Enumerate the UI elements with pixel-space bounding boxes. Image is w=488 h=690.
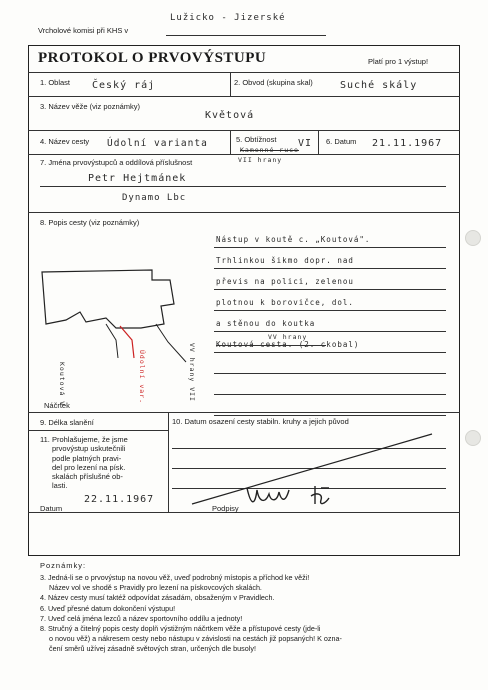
obtiznost-value: VI xyxy=(298,138,313,149)
popis-line: plotnou k borovičce, dol. xyxy=(216,298,354,307)
divider xyxy=(230,72,231,96)
writing-line xyxy=(214,331,446,332)
cesta-label: 4. Název cesty xyxy=(40,137,90,146)
writing-line xyxy=(214,373,446,374)
popis-line: převis na polici, zelenou xyxy=(216,277,354,286)
writing-line xyxy=(214,394,446,395)
popis-line: Trhlinkou šikmo dopr. nad xyxy=(216,256,354,265)
popis-line: Koutová cesta. (2. ckobal) xyxy=(216,340,360,349)
divider xyxy=(28,412,460,413)
sketch-label-middle: Údolní var. xyxy=(138,350,146,405)
delka-label: 9. Délka slanění xyxy=(40,418,94,427)
popis-label: 8. Popis cesty (viz poznámky) xyxy=(40,218,140,227)
notes-title: Poznámky: xyxy=(40,561,87,570)
nacrtek-label: Náčrtek xyxy=(44,401,70,410)
copy-note: Platí pro 1 výstup! xyxy=(368,57,429,66)
writing-line xyxy=(214,310,446,311)
divider xyxy=(318,130,319,154)
writing-line xyxy=(214,268,446,269)
prohlaseni: 11. Prohlašujeme, že jsme prvovýstup uskutečnili podle platných pravi- del pro lezení na písk. skalách příslušné ob- lasti. xyxy=(40,435,128,491)
popis-line-note: VV hrany xyxy=(268,333,308,341)
oblast-label: 1. Oblast xyxy=(40,78,71,87)
prvovystupci-name: Petr Hejtmánek xyxy=(88,173,187,184)
divider xyxy=(28,430,168,431)
datum-value: 21.11.1967 xyxy=(372,138,443,149)
obvod-value: Suché skály xyxy=(340,80,418,91)
divider xyxy=(168,412,169,512)
vez-value: Květová xyxy=(205,110,255,121)
prvovystupci-label: 7. Jména prvovýstupců a oddílová příslušnost xyxy=(40,158,193,167)
oblast-value: Český ráj xyxy=(92,80,156,91)
divider xyxy=(28,130,460,131)
popis-line: a stěnou do koutka xyxy=(216,319,316,328)
obtiznost-label: 5. Obtížnost xyxy=(236,135,277,144)
commission-line: Vrcholové komisi při KHS v xyxy=(38,26,129,35)
sketch-label-right: VV hrany VII xyxy=(188,343,196,402)
notes-list: 3. Jedná-li se o prvovýstup na novou věž, uveď podrobný místopis a příchod ke věži! Název vol ve shodě s Pravidly pro lezení na pískovcových skalách. 4. Název cesty musí taktéž odpovídat zásadám, obsaženým v Pravidlech. 6. Uveď přesné datum dokončení výstupu! 7. Uveď celá jména lezců a název sportovního oddílu a jednoty! 8. Stručný a čitelný popis cesty doplň výstižným náčrtkem věže a přístupové cesty (jde-li o novou věž) a nákresem cesty nebo nástupu v závislosti na cestách již popsaných! K ozna- čení směrů užívej zásadně světových stran, určených dle busoly! xyxy=(40,573,342,654)
popis-line: Nástup v koutě c. „Koutová". xyxy=(216,235,371,244)
writing-line xyxy=(214,289,446,290)
cesta-struck: Kamenné ruce xyxy=(240,146,299,154)
prvovystupci-club: Dynamo Lbc xyxy=(122,193,187,203)
obvod-label: 2. Obvod (skupina skal) xyxy=(234,78,313,87)
datum-label: 6. Datum xyxy=(326,137,357,146)
writing-line xyxy=(214,415,446,416)
divider xyxy=(230,130,231,154)
writing-line xyxy=(214,247,446,248)
divider xyxy=(28,212,460,213)
osazeni-label: 10. Datum osazení cesty stabiln. kruhy a jejich původ xyxy=(172,417,349,426)
podpis-datum-value: 22.11.1967 xyxy=(84,494,155,505)
region-handwritten: Lužicko - Jizerské xyxy=(170,13,286,23)
region-underline xyxy=(166,35,326,36)
divider xyxy=(28,72,460,73)
strike-line xyxy=(216,345,326,346)
divider xyxy=(28,96,460,97)
writing-line xyxy=(214,352,446,353)
punch-hole xyxy=(465,230,481,246)
sketch-label-left: Koutová V xyxy=(58,362,66,407)
form-title: PROTOKOL O PRVOVÝSTUPU xyxy=(38,50,267,66)
podpisy-label: Podpisy xyxy=(212,504,239,513)
punch-hole xyxy=(465,430,481,446)
vez-label: 3. Název věže (viz poznámky) xyxy=(40,102,141,111)
podpis-datum-label: Datum xyxy=(40,504,63,513)
obtiznost-note: VII hrany xyxy=(238,156,283,164)
divider xyxy=(28,154,460,155)
divider xyxy=(28,512,460,513)
writing-line xyxy=(40,186,446,187)
signatures xyxy=(245,482,335,512)
cesta-value: Údolní varianta xyxy=(107,138,208,149)
